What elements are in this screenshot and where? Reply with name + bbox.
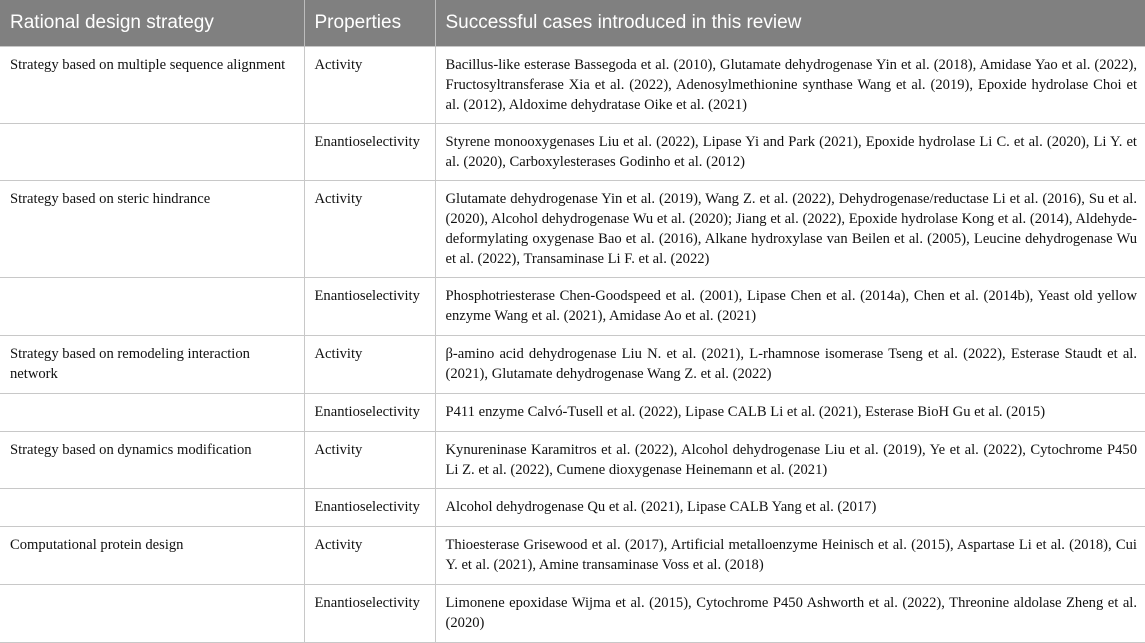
strategy-cell — [0, 489, 304, 527]
strategy-cell: Strategy based on remodeling interaction network — [0, 336, 304, 394]
cases-cell: Phosphotriesterase Chen-Goodspeed et al. (2001), Lipase Chen et al. (2014a), Chen et al. (2014b), Yeast old yellow enzyme Wang et al. (2021), Amidase Ao et al. (2021) — [435, 278, 1145, 336]
property-cell: Enantioselectivity — [304, 585, 435, 643]
table-row — [0, 489, 1145, 527]
table-row — [0, 124, 1145, 181]
table-row — [0, 585, 1145, 643]
strategy-cell: Computational protein design — [0, 527, 304, 585]
table-row — [0, 527, 1145, 585]
cases-cell: P411 enzyme Calvó-Tusell et al. (2022), Lipase CALB Li et al. (2021), Esterase BioH Gu et al. (2015) — [435, 394, 1145, 432]
property-cell: Activity — [304, 181, 435, 278]
cases-cell: β-amino acid dehydrogenase Liu N. et al. (2021), L-rhamnose isomerase Tseng et al. (2022), Esterase Staudt et al. (2021), Glutamate dehydrogenase Wang Z. et al. (2022) — [435, 336, 1145, 394]
strategy-cell: Strategy based on multiple sequence alignment — [0, 47, 304, 124]
strategy-cell — [0, 394, 304, 432]
cases-cell: Limonene epoxidase Wijma et al. (2015), Cytochrome P450 Ashworth et al. (2022), Threonine aldolase Zheng et al. (2020) — [435, 585, 1145, 643]
header-cases: Successful cases introduced in this review — [435, 0, 1145, 47]
table-row — [0, 336, 1145, 394]
property-cell: Enantioselectivity — [304, 489, 435, 527]
strategy-cell — [0, 585, 304, 643]
strategy-cell — [0, 124, 304, 181]
strategy-cell: Strategy based on dynamics modification — [0, 432, 304, 489]
cases-cell: Kynureninase Karamitros et al. (2022), Alcohol dehydrogenase Liu et al. (2019), Ye et al. (2022), Cytochrome P450 Li Z. et al. (2022), Cumene dioxygenase Heinemann et al. (2021) — [435, 432, 1145, 489]
table-row — [0, 432, 1145, 489]
header-row — [0, 0, 1145, 47]
property-cell: Activity — [304, 527, 435, 585]
header-properties: Properties — [304, 0, 435, 47]
cases-cell: Bacillus-like esterase Bassegoda et al. (2010), Glutamate dehydrogenase Yin et al. (2018), Amidase Yao et al. (2022), Fructosyltransferase Xia et al. (2022), Adenosylmethionine synthase Wang et al. (2019), Epoxide hydrolase Choi et al. (2012), Aldoxime dehydratase Oike et al. (2021) — [435, 47, 1145, 124]
header-strategy: Rational design strategy — [0, 0, 304, 47]
cases-cell: Glutamate dehydrogenase Yin et al. (2019), Wang Z. et al. (2022), Dehydrogenase/reductase Li et al. (2016), Su et al. (2020), Alcohol dehydrogenase Wu et al. (2020); Jiang et al. (2022), Epoxide hydrolase Kong et al. (2014), Aldehyde-deformylating oxygenase Bao et al. (2016), Alkane hydroxylase van Beilen et al. (2005), Leucine dehydrogenase Wu et al. (2022), Transaminase Li F. et al. (2022) — [435, 181, 1145, 278]
property-cell: Activity — [304, 432, 435, 489]
strategy-cell — [0, 278, 304, 336]
table-row — [0, 181, 1145, 278]
property-cell: Enantioselectivity — [304, 124, 435, 181]
property-cell: Activity — [304, 47, 435, 124]
cases-cell: Alcohol dehydrogenase Qu et al. (2021), Lipase CALB Yang et al. (2017) — [435, 489, 1145, 527]
table-row — [0, 278, 1145, 336]
cases-cell: Thioesterase Grisewood et al. (2017), Artificial metalloenzyme Heinisch et al. (2015), Aspartase Li et al. (2018), Cui Y. et al. (2021), Amine transaminase Voss et al. (2018) — [435, 527, 1145, 585]
table-row — [0, 47, 1145, 124]
property-cell: Enantioselectivity — [304, 278, 435, 336]
strategy-cell: Strategy based on steric hindrance — [0, 181, 304, 278]
cases-cell: Styrene monooxygenases Liu et al. (2022), Lipase Yi and Park (2021), Epoxide hydrolase Li C. et al. (2020), Li Y. et al. (2020), Carboxylesterases Godinho et al. (2012) — [435, 124, 1145, 181]
property-cell: Activity — [304, 336, 435, 394]
property-cell: Enantioselectivity — [304, 394, 435, 432]
table-row — [0, 394, 1145, 432]
